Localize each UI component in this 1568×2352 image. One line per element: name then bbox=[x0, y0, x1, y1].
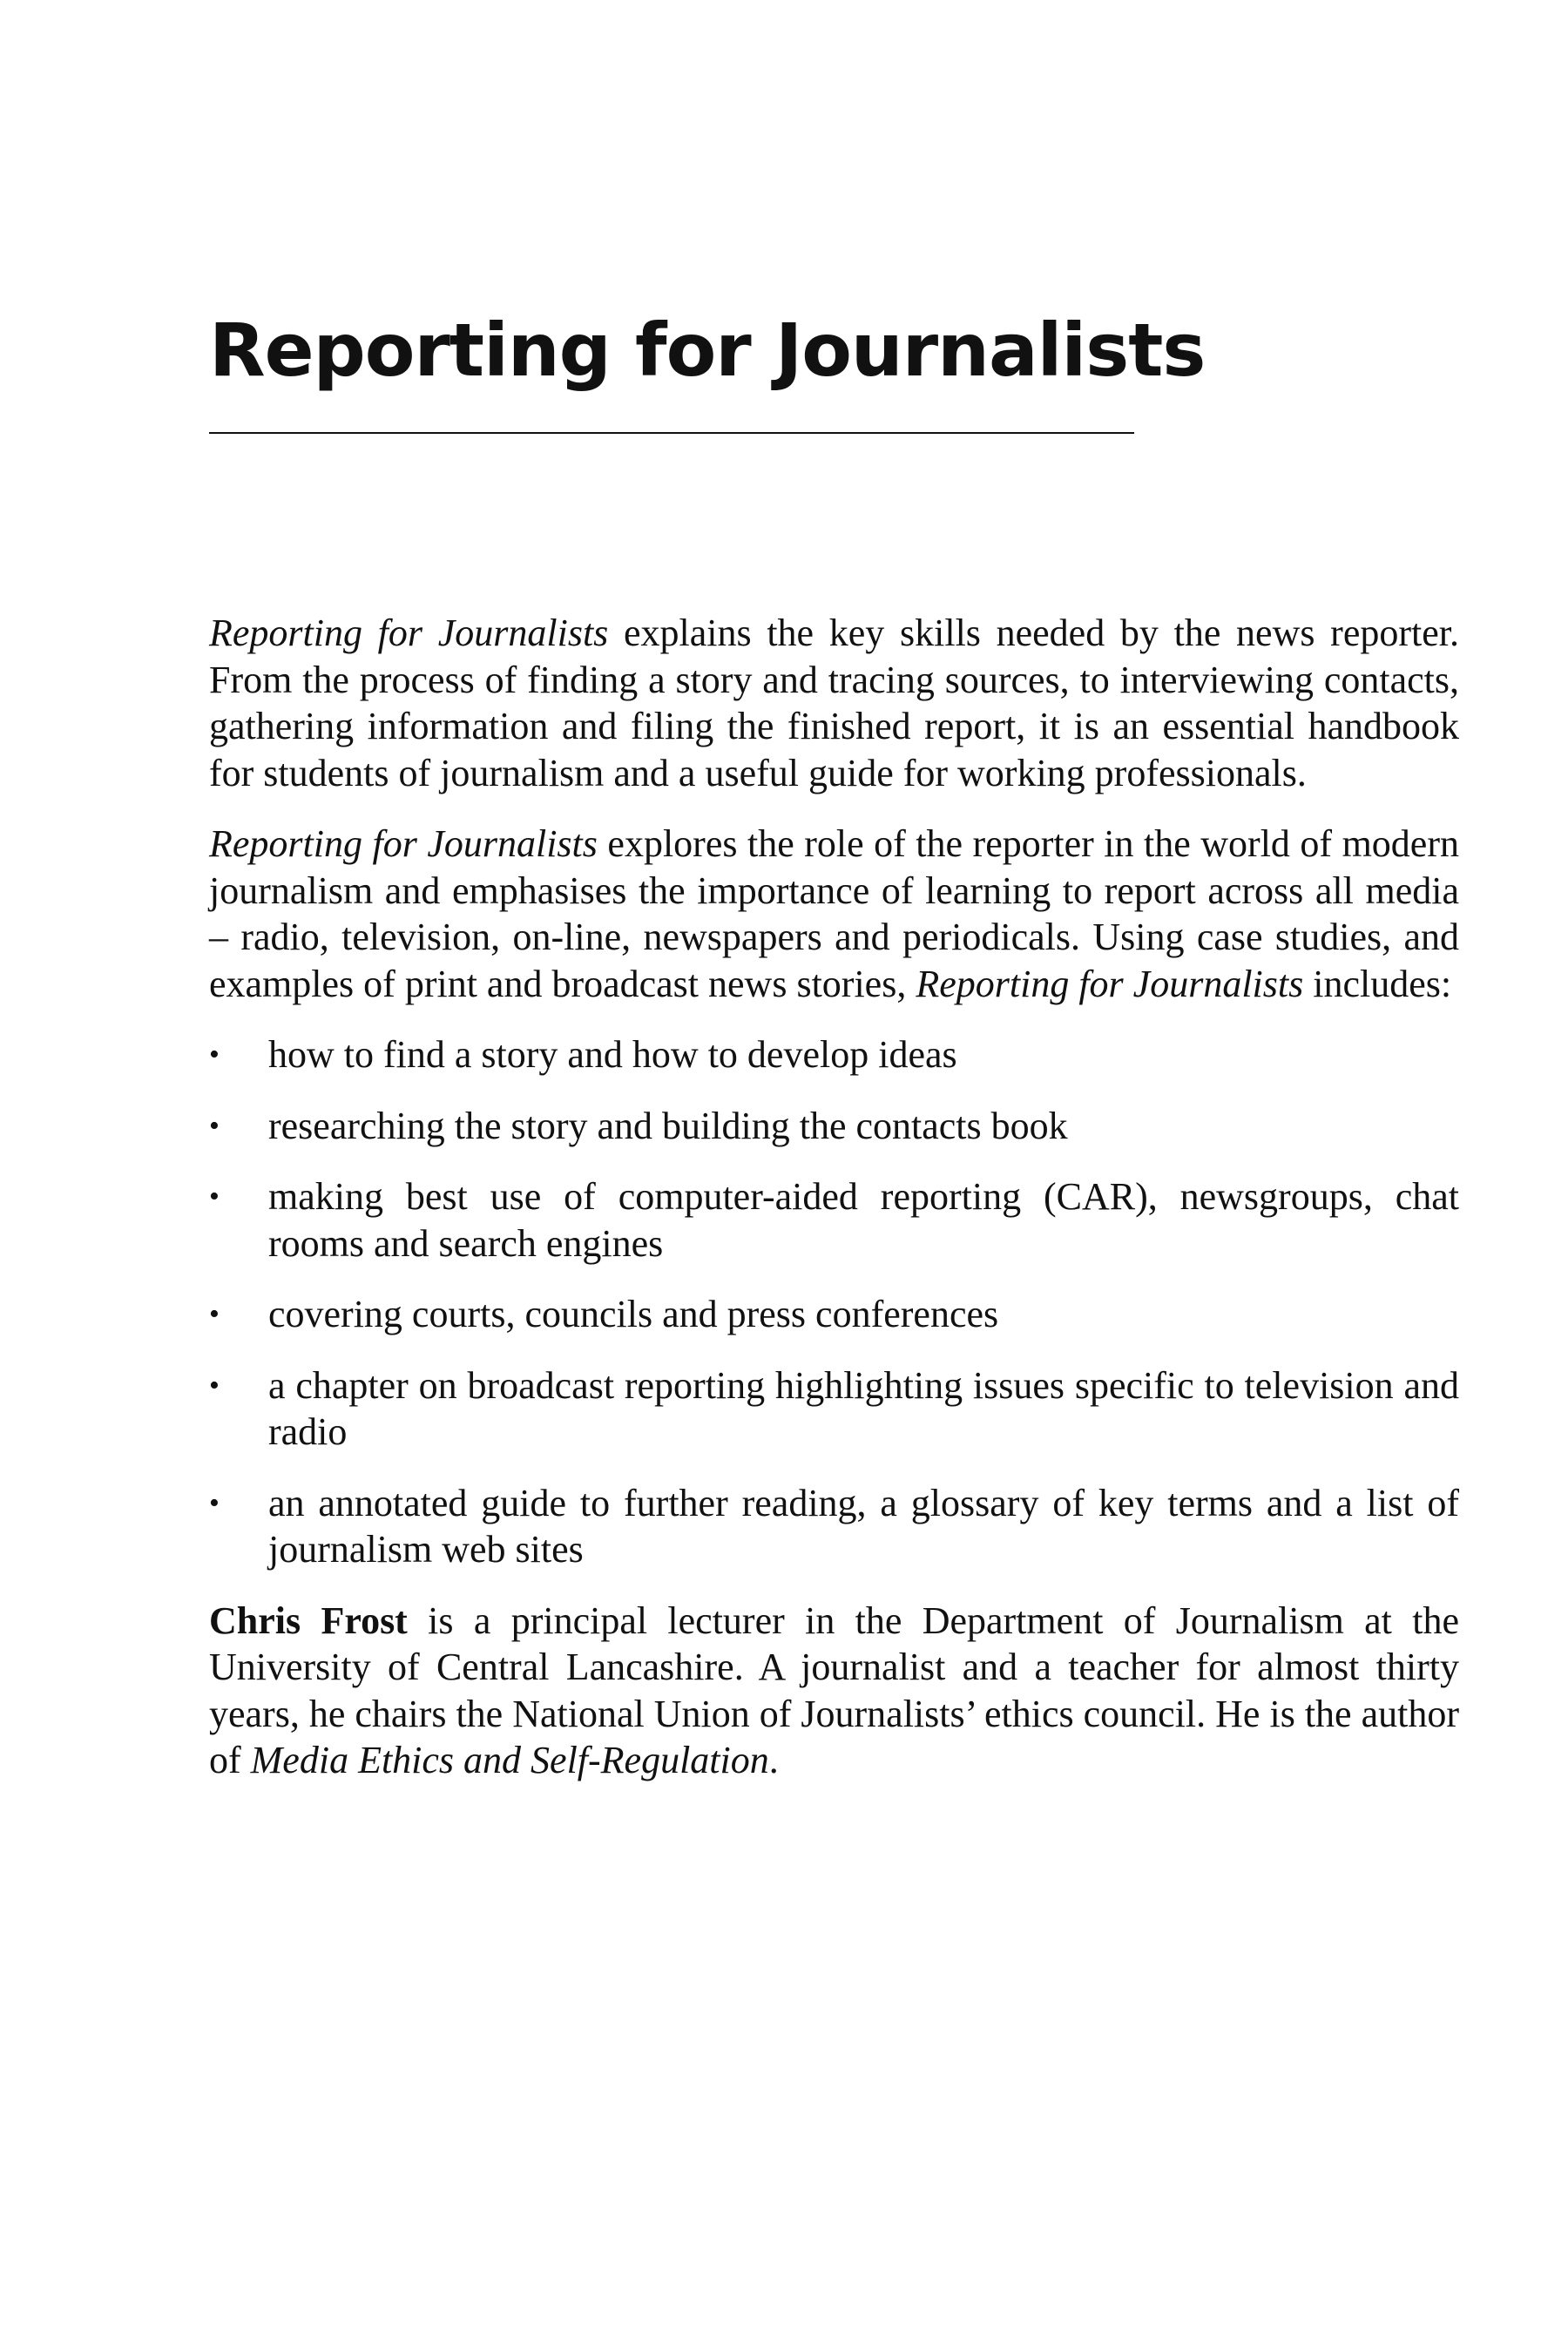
includes-text: includes: bbox=[1303, 962, 1452, 1005]
page-title: Reporting for Journalists bbox=[209, 308, 1206, 393]
list-item bbox=[209, 1480, 1459, 1573]
role-text: explores the role of the reporter in the world of modern journalism and emphasises the importance of learning to report across all media – radio, television, on-line, newspapers and periodicals. Using case studies, and examples of print and broadcast news stories, bbox=[209, 822, 1459, 1005]
book-title-italic: Reporting for Journalists bbox=[209, 612, 609, 654]
book-title-italic: Reporting for Journalists bbox=[209, 822, 598, 865]
author-name: Chris Frost bbox=[209, 1598, 408, 1642]
list-item-text: an annotated guide to further reading, a glossary of key terms and a list of journalism web sites bbox=[268, 1481, 1459, 1571]
book-title-italic: Reporting for Journalists bbox=[916, 962, 1304, 1005]
bullet-icon: • bbox=[209, 1109, 220, 1142]
list-item-text: how to find a story and how to develop ideas bbox=[268, 1033, 957, 1076]
intro-paragraph bbox=[209, 610, 1459, 796]
other-book-title: Media Ethics and Self-Regulation bbox=[250, 1739, 769, 1781]
bullet-icon: • bbox=[209, 1298, 220, 1330]
features-list bbox=[209, 1031, 1459, 1573]
list-item bbox=[209, 1291, 1459, 1338]
author-paragraph bbox=[209, 1598, 1459, 1784]
author-bio: is a principal lecturer in the Department of Journalism at the University of Central Lancashire. A journalist and a teacher for almost thirty years, he chairs the National Union of Journalists’ ethics council. He is the author of bbox=[209, 1598, 1459, 1781]
list-item bbox=[209, 1103, 1459, 1150]
bullet-icon: • bbox=[209, 1180, 220, 1213]
bullet-icon: • bbox=[209, 1486, 220, 1519]
bullet-icon: • bbox=[209, 1369, 220, 1402]
title-underline bbox=[209, 432, 1134, 434]
author-bio-end: . bbox=[768, 1739, 779, 1781]
list-item bbox=[209, 1031, 1459, 1078]
bullet-icon: • bbox=[209, 1038, 220, 1071]
list-item bbox=[209, 1362, 1459, 1456]
intro-text: explains the key skills needed by the news reporter. From the process of finding a story and tracing sources, to interviewing contacts, gathering information and filing the finished report, it is an essential handbook for students of journalism and a useful guide for working professionals. bbox=[209, 612, 1459, 794]
body-text bbox=[209, 610, 1459, 1808]
list-item-text: making best use of computer-aided reporting (CAR), newsgroups, chat rooms and search engines bbox=[268, 1175, 1459, 1265]
role-paragraph bbox=[209, 821, 1459, 1007]
list-item-text: covering courts, councils and press conferences bbox=[268, 1293, 999, 1335]
list-item bbox=[209, 1173, 1459, 1267]
list-item-text: a chapter on broadcast reporting highlighting issues specific to television and radio bbox=[268, 1363, 1459, 1453]
list-item-text: researching the story and building the contacts book bbox=[268, 1104, 1068, 1147]
